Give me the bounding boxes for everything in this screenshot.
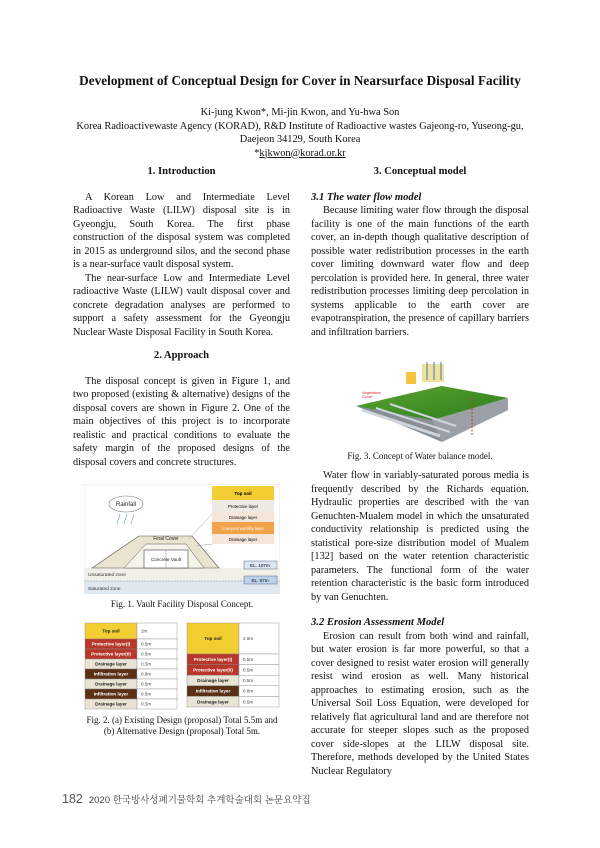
design-a-row: [85, 679, 177, 689]
design-b-layer-name: Protective layer(I): [193, 656, 233, 662]
design-a-row: [85, 639, 177, 649]
section-heading-approach: 2. Approach: [153, 350, 210, 361]
design-a-layer-name: Infiltration layer: [93, 691, 129, 697]
design-a-layer-thickness: 2m: [141, 628, 148, 634]
design-b-row: [187, 675, 279, 686]
design-b-row: [187, 696, 279, 707]
subsection-heading-erosion: 3.2 Erosion Assessment Model: [311, 617, 445, 628]
design-a-layer-name: Protective layer(I): [91, 641, 131, 647]
final-cover-label: Final Cover: [153, 536, 179, 542]
design-b-row: [187, 686, 279, 697]
affiliation-address: Daejeon 34129, South Korea: [239, 134, 361, 145]
section-heading-conceptual-model: 3. Conceptual model: [373, 166, 467, 177]
figure-2-caption-line-2: (b) Alternative Design (proposal) Total 5m.: [103, 726, 261, 736]
design-b-layer-name: Drainage layer: [197, 699, 229, 705]
rainfall-label: Rainfall: [115, 502, 137, 508]
paper-title: Development of Conceptual Design for Cover in Nearsurface Disposal Facility: [79, 73, 521, 88]
concrete-vault-label: Concrete Vault: [150, 557, 182, 562]
design-b-layer-thickness: 0.5m: [243, 667, 254, 673]
design-a-row: [85, 669, 177, 679]
figure-1: [84, 484, 280, 610]
figure-1-caption: Fig. 1. Vault Facility Disposal Concept.: [110, 599, 254, 609]
email-line: [0, 147, 600, 161]
water-balance-diagram: [322, 358, 518, 444]
affiliation: Korea Radioactivewaste Agency (KORAD), R&D Institute of Radioactive wastes Gajeong-ro, Yuseong-gu,: [76, 120, 524, 132]
svg-text:Cover: Cover: [362, 394, 373, 399]
figure-3: [322, 358, 518, 462]
design-a-row: [85, 699, 177, 709]
figure-2-caption-line-1: Fig. 2. (a) Existing Design (proposal) Total 5.5m and: [86, 715, 278, 725]
layer-label-1: Protective layer: [227, 504, 259, 509]
right-column-continued: [311, 469, 529, 778]
design-a-layer-thickness: 0.5m: [141, 701, 152, 707]
design-b-layer-name: Top soil: [204, 636, 222, 642]
design-a-layer-name: Protective layer(II): [91, 651, 131, 657]
design-b-row: [187, 623, 279, 654]
page-number: 182: [62, 792, 83, 806]
design-b-layer-thickness: 2.6m: [243, 636, 254, 642]
elevation-label-1: EL. 107m: [250, 563, 270, 568]
elevation-label-2: EL. 57m: [251, 578, 269, 583]
author-names: Ki-jung Kwon*, Mi-jin Kwon, and Yu-hwa Son: [200, 107, 400, 118]
svg-text:Vegetation: Vegetation: [362, 390, 381, 395]
design-a-layer-thickness: 0.5m: [141, 681, 152, 687]
design-a-layer-thickness: 0.5m: [141, 661, 152, 667]
vault-concept-diagram: [84, 484, 280, 594]
water-flow-paragraph-1: Because limiting water flow through the disposal facility is one of the main functions of the earth cover, an in-depth though qualitative description of possible water redistribution processes in the earth cover limiting downward water flow and deep percolation is provided here. In general, three water redistribution processes limiting deep percolation in systems applicable to the earth cover are evapotranspiration, the presence of capillary barriers and infiltration barriers.: [311, 205, 529, 338]
design-a-row: [85, 623, 177, 639]
saturated-zone-label: Saturated zone: [88, 587, 121, 592]
design-b-row: [187, 654, 279, 665]
figure-3-caption: Fig. 3. Concept of Water balance model.: [347, 451, 493, 461]
design-a-layer-thickness: 0.5m: [141, 691, 152, 697]
design-b-layer-thickness: 0.5m: [243, 699, 254, 705]
design-b-layer-thickness: 0.5m: [243, 678, 254, 684]
page-footer: [62, 792, 311, 806]
unsaturated-zone-label: Unsaturated zone: [88, 573, 126, 578]
erosion-paragraph: Erosion can result from both wind and rainfall, but water erosion is far more powerful, so that a cover designed to resist water erosion will generally resist wind erosion as well. Many historical approaches to estimating erosion, such as the Universal Soil Loss Equation, were developed for relatively flat agricultural land and are therefore not accurate for steeper slopes such as the proposed cover side-slopes at the LILW disposal site. Therefore, methods developed by the United States Nuclear Regulatory: [311, 630, 529, 777]
layer-label-0: Top soil: [234, 491, 252, 496]
design-b-layer-name: Protective layer(II): [193, 667, 233, 673]
intro-paragraph-1: A Korean Low and Intermediate Level Radioactive Waste (LILW) disposal site is in Gyeongju, South Korea. The first phase construction of the disposal system was completed in 2015 as underground silos, and the second phase is a near-surface vault disposal system.: [73, 191, 290, 270]
approach-paragraph: The disposal concept is given in Figure 1, and two proposed (existing & alternative) designs of the disposal covers are shown in Figure 2. One of the main objectives of this project is to incorporate realistic and practical conditions to evaluate the safety margin of the proposed designs of the disposal covers and concrete structures.: [73, 375, 290, 468]
email-link[interactable]: kjkwon@korad.or.kr: [259, 147, 346, 159]
design-a-layer-name: Drainage layer: [95, 681, 127, 687]
author-block: [0, 106, 600, 160]
layer-label-2: Drainage layer: [228, 515, 258, 520]
design-a-layer-thickness: 0.8m: [141, 671, 152, 677]
footer-text: 2020 한국방사성폐기물학회 추계학술대회 논문요약집: [88, 795, 311, 806]
email-prefix: *: [254, 147, 260, 159]
design-a-layer-name: Top soil: [102, 628, 120, 634]
design-a-layer-thickness: 0.5m: [141, 641, 152, 647]
layer-label-3: Low-permeability layer: [222, 526, 264, 531]
design-b-row: [187, 665, 279, 676]
design-b-layer-name: Infiltration layer: [195, 688, 231, 694]
layer-label-4: Drainage layer: [228, 537, 258, 542]
figure-2: [84, 622, 280, 737]
intro-paragraph-2: The near-surface Low and Intermediate Level radioactive Waste (LILW) vault disposal cover and concrete degradation analyses are performed to support a safety assessment for the Gyeongju Nuclear Waste Disposal Facility in South Korea.: [73, 272, 290, 338]
design-b-layer-thickness: 0.5m: [243, 656, 254, 662]
design-a-layer-thickness: 0.5m: [141, 651, 152, 657]
cover-layers-tables: [84, 622, 280, 710]
design-a-layer-name: Drainage layer: [95, 661, 127, 667]
design-a-row: [85, 659, 177, 669]
design-a-row: [85, 649, 177, 659]
design-a-layer-name: Infiltration layer: [93, 671, 129, 677]
right-column: [311, 165, 529, 339]
design-a-row: [85, 689, 177, 699]
water-flow-paragraph-2: Water flow in variably-saturated porous media is frequently described by the Richards equation. Hydraulic properties are described with the van Genuchten-Mualem model in which the unsaturated conductivity relationship is predicted using the statistical pore-size distribution model of Mualem [132] based on the water retention characteristic parameters. The functional form of the water retention characteristic is the basic form introduced by van Genuchten.: [311, 470, 529, 603]
subsection-heading-water-flow: 3.1 The water flow model: [311, 191, 422, 203]
design-b-layer-name: Drainage layer: [197, 678, 229, 684]
left-column: [73, 165, 290, 469]
design-b-layer-thickness: 0.8m: [243, 688, 254, 694]
design-a-layer-name: Drainage layer: [95, 701, 127, 707]
section-heading-introduction: 1. Introduction: [147, 166, 216, 177]
